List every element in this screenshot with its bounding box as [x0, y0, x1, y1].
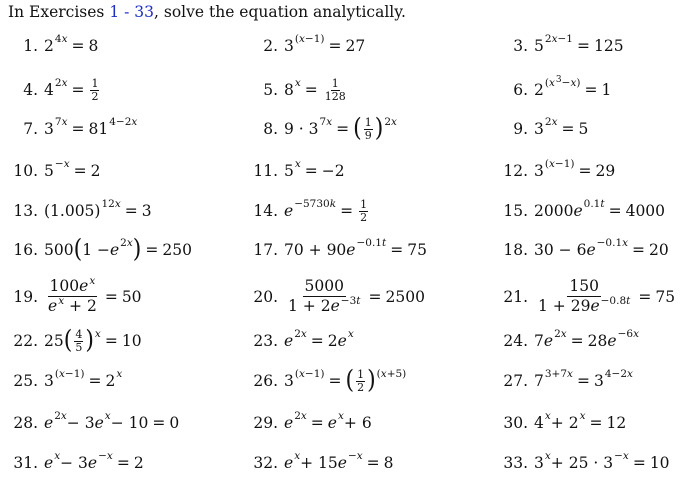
equation: 70 + 90 e $^{-0.1t}$ = 75 — [284, 237, 427, 259]
exercise-29: 29. e $^{2x}$ = e $^x$ + 6 — [253, 410, 372, 432]
equation: 25 ( $\frac{4}{5}$ ) $^x$ = 10 — [44, 326, 142, 355]
exercise-14: 14. e $^{-5730k}$ = $\frac{1}{2}$ — [248, 191, 370, 231]
exercise-8: 8. 9 · 3 $^{7x}$ = ( $\frac{1}{9}$ ) $^{2x}$ — [263, 114, 397, 143]
exercise-24: 24. 7 e $^{2x}$ = 28 e $^{-6x}$ — [503, 328, 639, 350]
equation: 2 $^{(x^3 -x )}$ = 1 — [534, 75, 612, 99]
instructions: In Exercises 1 - 33, solve the equation analytically. — [8, 3, 406, 21]
exercise-26: 26. 3 $^{(x -1)}$ = ( $\frac{1}{2}$ ) $^{(x +5)}$ — [253, 366, 407, 395]
equation: 3 $^{(x -1)}$ = 27 — [284, 33, 366, 55]
equation: 5 $^x$ = −2 — [284, 158, 345, 180]
equation: e $^{2x}$ = e $^x$ + 6 — [284, 410, 372, 432]
equation: $\frac{150}{1 + 29e^{-0.8t}}$ = 75 — [538, 276, 676, 315]
equation: e $^{2x}$ = 2 e $^x$ — [284, 328, 354, 350]
exercise-1: 1. 2 $^{4x}$ = 8 — [23, 33, 99, 55]
exercise-21: 21. $\frac{150}{1 + 29e^{-0.8t}}$ = 75 — [503, 276, 676, 315]
equation: 3 $^{7x}$ = 81 $^{4-2x}$ — [44, 116, 138, 138]
exercise-17: 17. 70 + 90 e $^{-0.1t}$ = 75 — [253, 237, 427, 259]
equation: $\frac{100e^x}{e^x + 2}$ = 50 — [48, 274, 142, 315]
equation: 5 $^{2x -1}$ = 125 — [534, 33, 624, 55]
exercise-15: 15. 2000 e $^{0.1t}$ = 4000 — [503, 198, 666, 220]
exercise-22: 22. 25 ( $\frac{4}{5}$ ) $^x$ = 10 — [13, 326, 142, 355]
equation: 7 $^{3+7x}$ = 3 $^{4-2x}$ — [534, 368, 633, 390]
exercise-32: 32. e $^x$ + 15 e $^{-x}$ = 8 — [253, 450, 394, 472]
equation: 4 $^x$ + 2 $^x$ = 12 — [534, 410, 627, 432]
equation: 9 · 3 $^{7x}$ = ( $\frac{1}{9}$ ) $^{2x}$ — [284, 114, 397, 143]
exercise-5: 5. 8 $^x$ = $\frac{1}{128}$ — [248, 70, 349, 110]
exercise-7: 7. 3 $^{7x}$ = 81 $^{4-2x}$ — [23, 116, 138, 138]
exercise-3: 3. 5 $^{2x -1}$ = 125 — [513, 33, 624, 55]
exercise-33: 33. 3 $^x$ + 25 · 3 $^{-x}$ = 10 — [503, 450, 670, 472]
exercise-12: 12. 3 $^{(x -1)}$ = 29 — [503, 158, 616, 180]
equation: (1.005) $^{12x}$ = 3 — [44, 198, 152, 220]
equation: 2000 e $^{0.1t}$ = 4000 — [534, 198, 666, 220]
equation: 2 $^{4x}$ = 8 — [44, 33, 99, 55]
exercise-16: 16. 500 ( 1 − e $^{2x}$ ) = 250 — [13, 235, 192, 264]
equation: 3 $^{(x -1)}$ = 2 $^x$ — [44, 368, 123, 390]
equation: 30 − 6 e $^{-0.1x}$ = 20 — [534, 237, 669, 259]
exercise-link-1[interactable]: 1 — [109, 3, 120, 21]
exercise-23: 23. e $^{2x}$ = 2 e $^x$ — [253, 328, 354, 350]
exercise-28: 28. e $^{2x}$ − 3 e $^x$ − 10 = 0 — [13, 410, 180, 432]
equation: 7 e $^{2x}$ = 28 e $^{-6x}$ — [534, 328, 639, 350]
exercise-13: 13. (1.005) $^{12x}$ = 3 — [13, 198, 152, 220]
equation: 3 $^{(x -1)}$ = ( $\frac{1}{2}$ ) $^{(x +5)}$ — [284, 366, 407, 395]
exercise-27: 27. 7 $^{3+7x}$ = 3 $^{4-2x}$ — [503, 368, 633, 390]
equation: 3 $^{2x}$ = 5 — [534, 116, 589, 138]
exercise-4: 4. 4 $^{2x}$ = $\frac{1}{2}$ — [4, 70, 101, 110]
exercise-2: 2. 3 $^{(x -1)}$ = 27 — [263, 33, 366, 55]
exercise-25: 25. 3 $^{(x -1)}$ = 2 $^x$ — [13, 368, 123, 390]
equation: 3 $^{(x -1)}$ = 29 — [534, 158, 616, 180]
equation: 4 $^{2x}$ = $\frac{1}{2}$ — [44, 76, 99, 103]
equation: e $^{-5730k}$ = $\frac{1}{2}$ — [284, 197, 368, 224]
exercise-11: 11. 5 $^x$ = −2 — [253, 158, 345, 180]
equation: e $^{2x}$ − 3 e $^x$ − 10 = 0 — [44, 410, 180, 432]
exercise-20: 20. $\frac{5000}{1 + 2e^{-3t}}$ = 2500 — [253, 276, 425, 315]
exercise-9: 9. 3 $^{2x}$ = 5 — [513, 116, 589, 138]
equation: 8 $^x$ = $\frac{1}{128}$ — [284, 76, 346, 103]
exercise-6: 6. 2 $^{(x^3 -x )}$ = 1 — [513, 75, 612, 99]
equation: e $^x$ − 3 e $^{-x}$ = 2 — [44, 450, 144, 472]
exercise-19: 19. $\frac{100e^x}{e^x + 2}$ = 50 — [13, 274, 142, 315]
equation: 500 ( 1 − e $^{2x}$ ) = 250 — [44, 235, 192, 264]
exercise-link-33[interactable]: 33 — [134, 3, 155, 21]
equation: e $^x$ + 15 e $^{-x}$ = 8 — [284, 450, 394, 472]
exercise-30: 30. 4 $^x$ + 2 $^x$ = 12 — [503, 410, 627, 432]
equation: 3 $^x$ + 25 · 3 $^{-x}$ = 10 — [534, 450, 670, 472]
equation: $\frac{5000}{1 + 2e^{-3t}}$ = 2500 — [288, 276, 425, 315]
exercise-10: 10. 5 $^{-x}$ = 2 — [13, 158, 101, 180]
exercise-31: 31. e $^x$ − 3 e $^{-x}$ = 2 — [13, 450, 144, 472]
equation: 5 $^{-x}$ = 2 — [44, 158, 101, 180]
exercise-18: 18. 30 − 6 e $^{-0.1x}$ = 20 — [503, 237, 669, 259]
